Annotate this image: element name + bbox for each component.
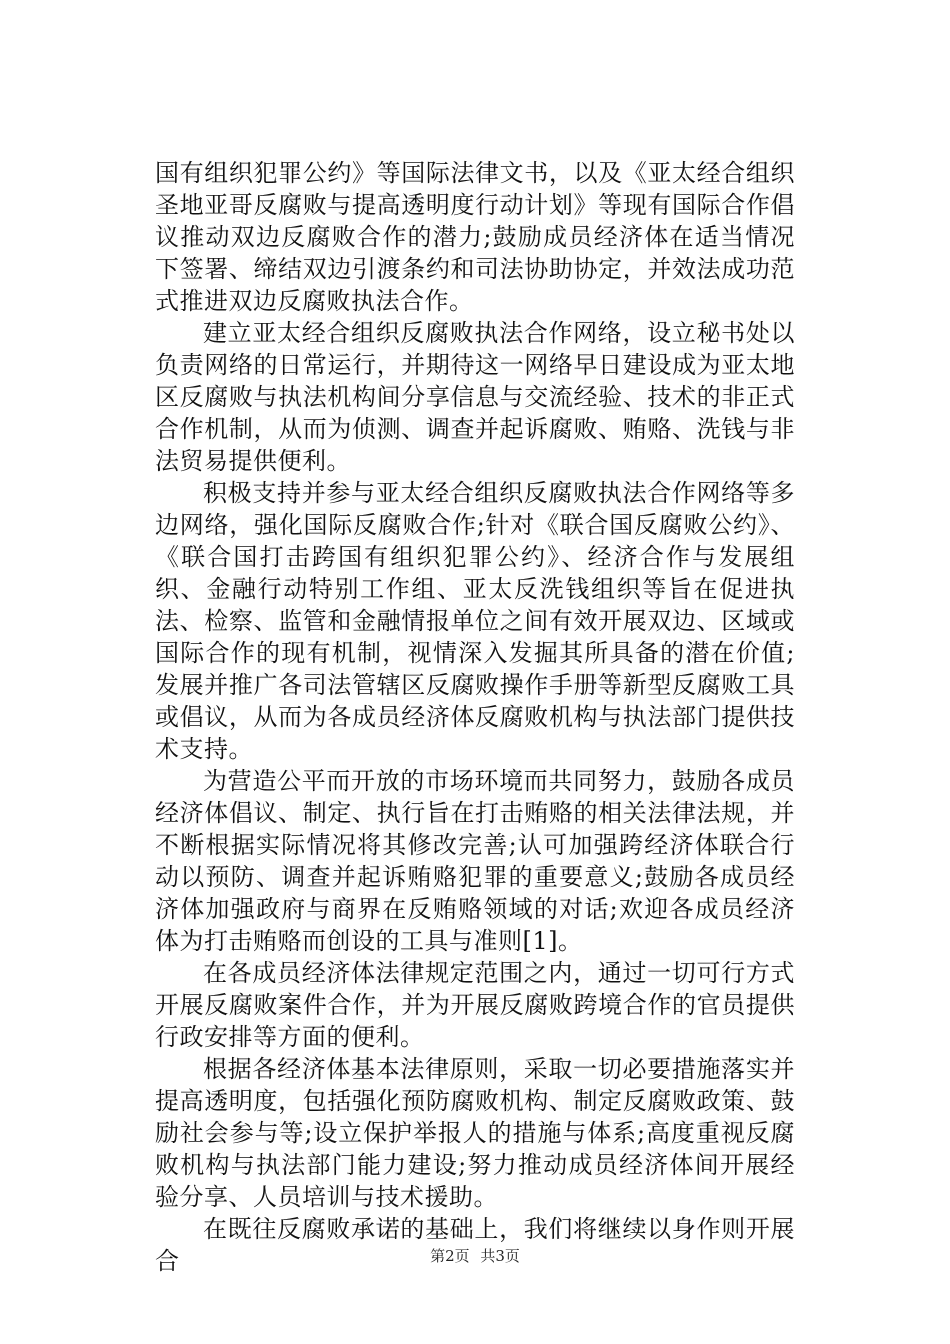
paragraph-2: 建立亚太经合组织反腐败执法合作网络，设立秘书处以负责网络的日常运行，并期待这一网络早日建设成为亚太地区反腐败与执法机构间分享信息与交流经验、技术的非正式合作机制，从而为侦测、调查并起诉腐败、贿赂、洗钱与非法贸易提供便利。 bbox=[155, 319, 795, 475]
paragraph-7: 在既往反腐败承诺的基础上，我们将继续以身作则开展合 bbox=[155, 1215, 795, 1275]
paragraph-3: 积极支持并参与亚太经合组织反腐败执法合作网络等多边网络，强化国际反腐败合作;针对《联合国反腐败公约》、《联合国打击跨国有组织犯罪公约》、经济合作与发展组织、金融行动特别工作组、亚太反洗钱组织等旨在促进执法、检察、监管和金融情报单位之间有效开展双边、区域或国际合作的现有机制，视情深入发掘其所具备的潜在价值;发展并推广各司法管辖区反腐败操作手册等新型反腐败工具或倡议，从而为各成员经济体反腐败机构与执法部门提供技术支持。 bbox=[155, 479, 795, 763]
paragraph-5: 在各成员经济体法律规定范围之内，通过一切可行方式开展反腐败案件合作，并为开展反腐败跨境合作的官员提供行政安排等方面的便利。 bbox=[155, 959, 795, 1051]
paragraph-4: 为营造公平而开放的市场环境而共同努力，鼓励各成员经济体倡议、制定、执行旨在打击贿赂的相关法律法规，并不断根据实际情况将其修改完善;认可加强跨经济体联合行动以预防、调查并起诉贿赂犯罪的重要意义;鼓励各成员经济体加强政府与商界在反贿赂领域的对话;欢迎各成员经济体为打击贿赂而创设的工具与准则[1]。 bbox=[155, 767, 795, 955]
page-footer: 第2页 共3页 bbox=[430, 1247, 520, 1265]
paragraph-6: 根据各经济体基本法律原则，采取一切必要措施落实并提高透明度，包括强化预防腐败机构、制定反腐败政策、鼓励社会参与等;设立保护举报人的措施与体系;高度重视反腐败机构与执法部门能力建设;努力推动成员经济体间开展经验分享、人员培训与技术援助。 bbox=[155, 1055, 795, 1211]
paragraph-1: 国有组织犯罪公约》等国际法律文书，以及《亚太经合组织圣地亚哥反腐败与提高透明度行动计划》等现有国际合作倡议推动双边反腐败合作的潜力;鼓励成员经济体在适当情况下签署、缔结双边引渡条约和司法协助协定，并效法成功范式推进双边反腐败执法合作。 bbox=[155, 159, 795, 315]
document-body bbox=[155, 157, 795, 1277]
